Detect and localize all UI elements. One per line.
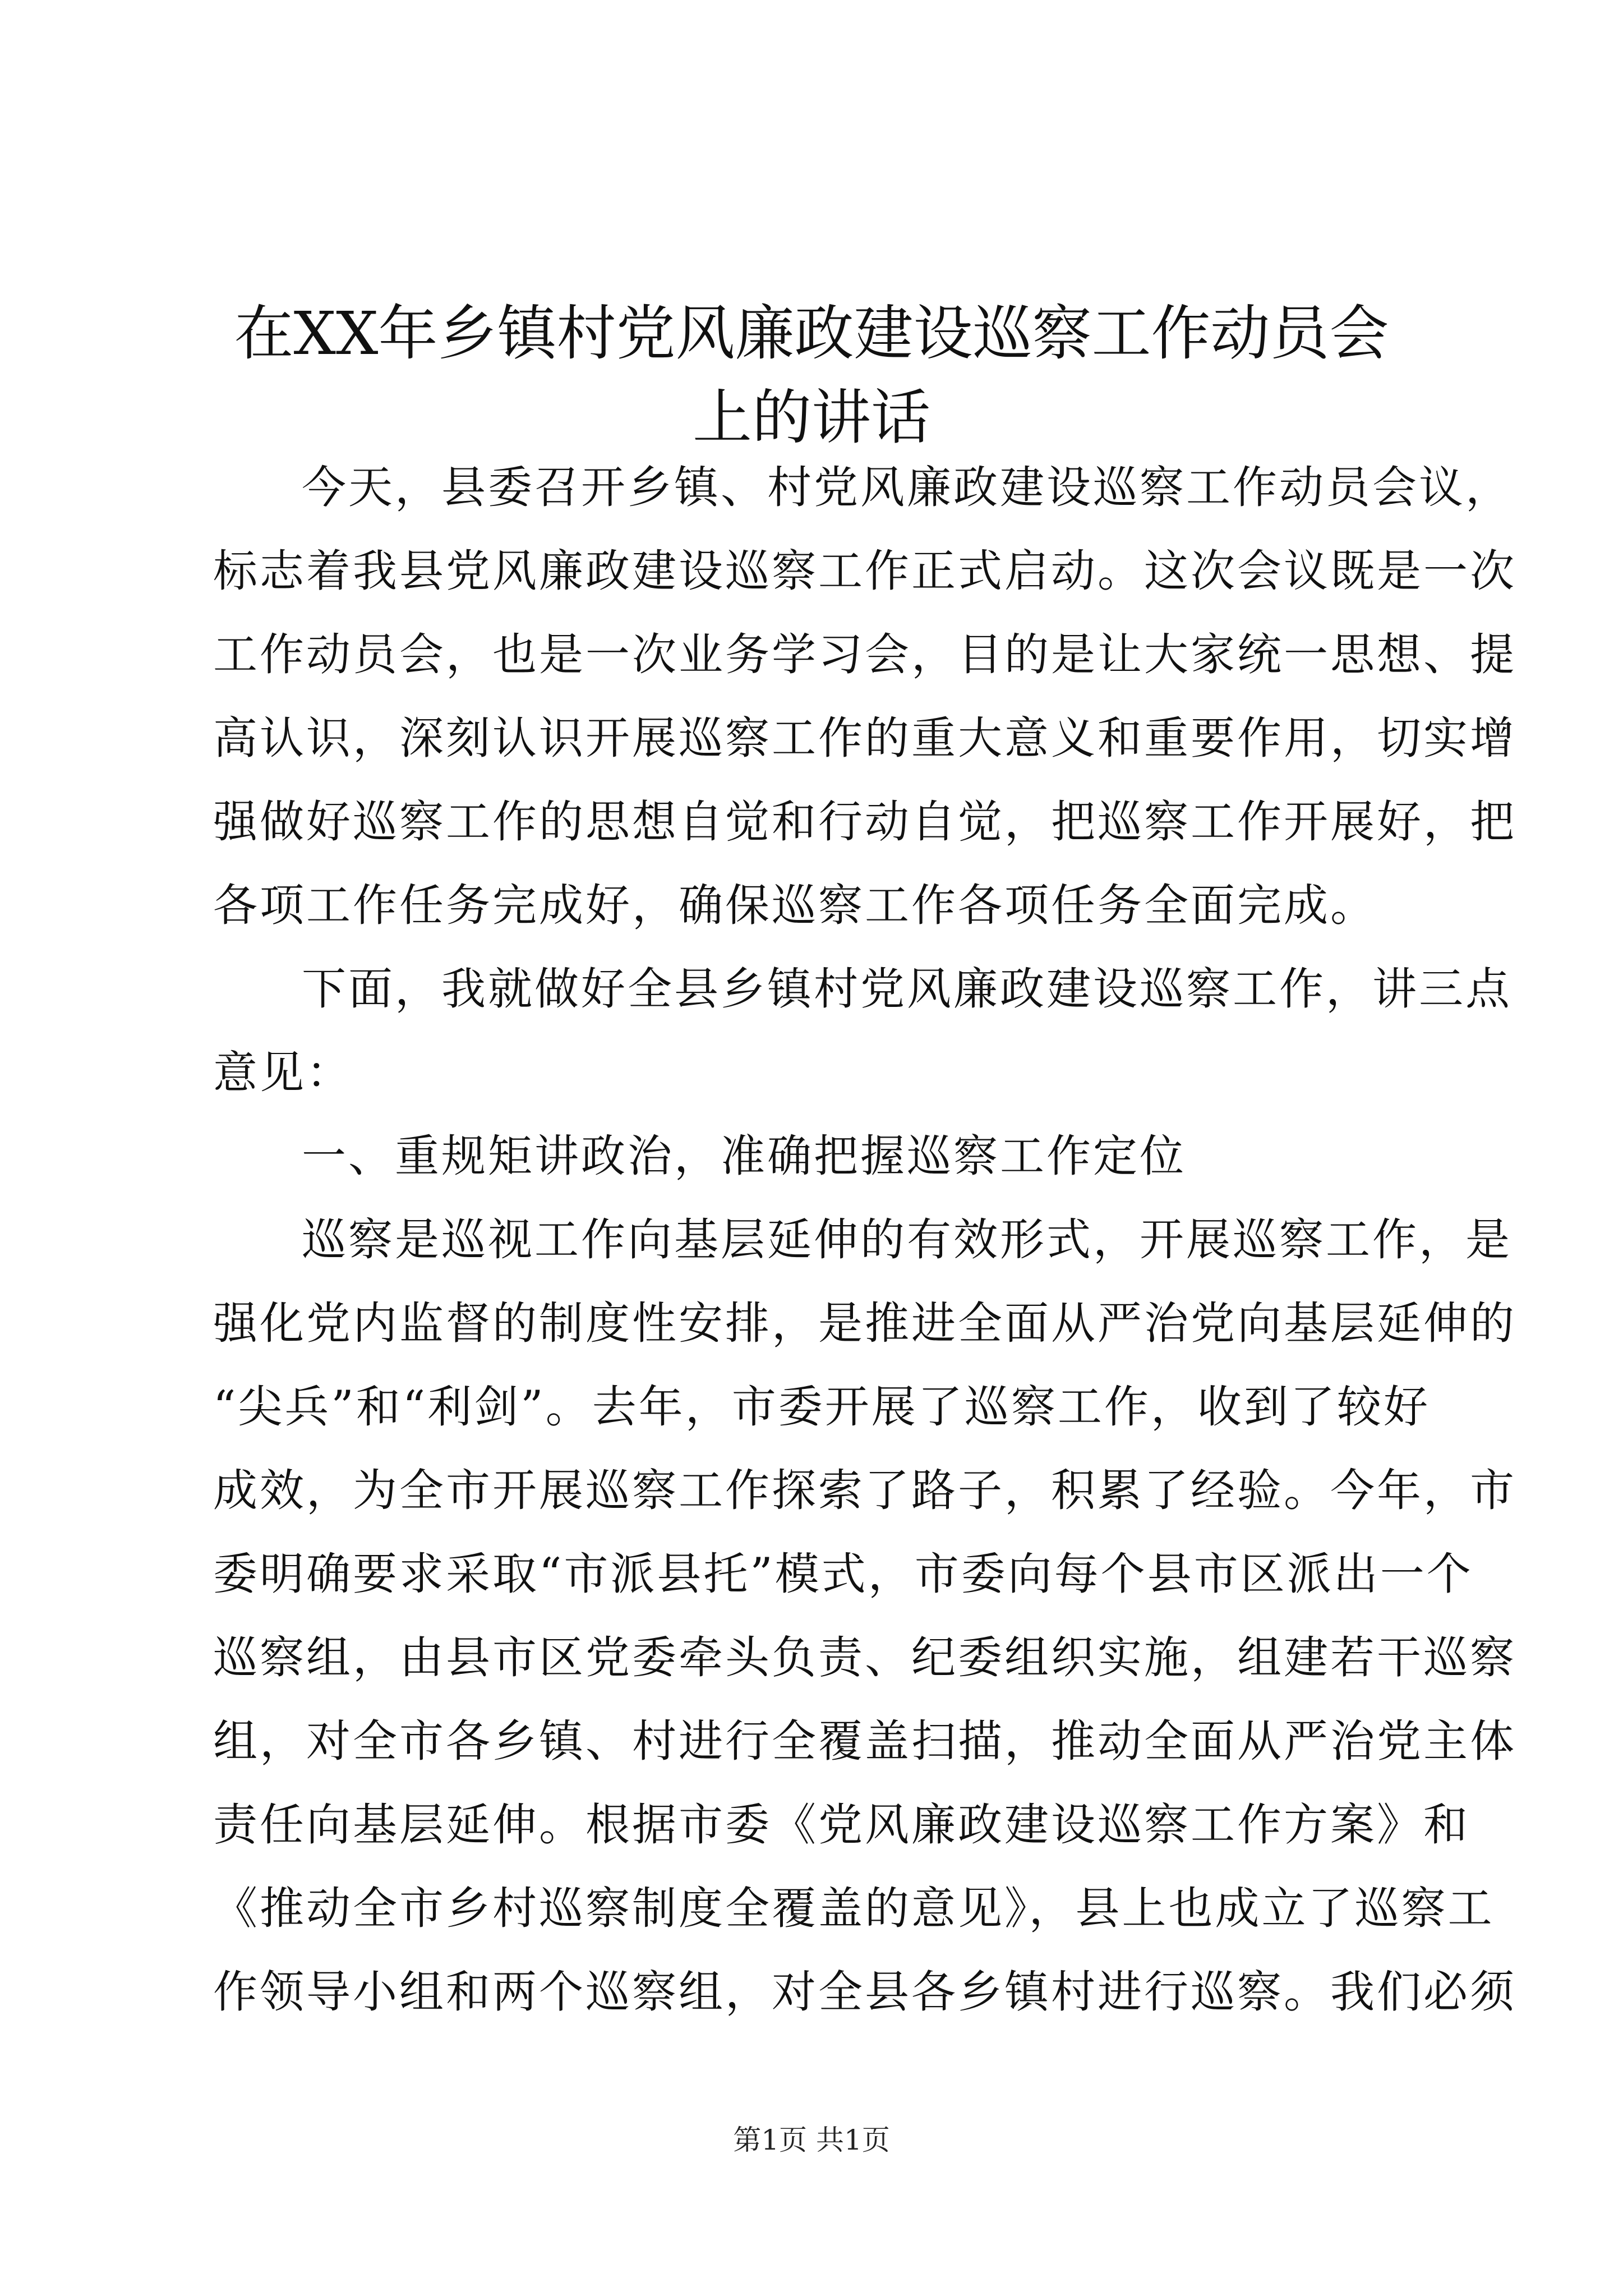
text-line: 责任向基层延伸。根据市委《党风廉政建设巡察工作方案》和 — [213, 1799, 1470, 1851]
text-line: 《推动全市乡村巡察制度全覆盖的意见》，县上也成立了巡察工 — [213, 1883, 1495, 1934]
text-line: “尖兵”和“利剑”。去年，市委开展了巡察工作，收到了较好 — [213, 1381, 1430, 1433]
paragraph-section-1 — [213, 1198, 1516, 2034]
document-body — [213, 446, 1516, 2034]
text-line: 巡察是巡视工作向基层延伸的有效形式，开展巡察工作，是 — [302, 1214, 1512, 1266]
text-line: 高认识，深刻认识开展巡察工作的重大意义和重要作用，切实增 — [213, 712, 1516, 764]
title-line-1: 在XX年乡镇村党风廉政建设巡察工作动员会 — [234, 299, 1389, 368]
text-line: 下面，我就做好全县乡镇村党风廉政建设巡察工作，讲三点 — [302, 963, 1512, 1015]
text-line: 组，对全市各乡镇、村进行全覆盖扫描，推动全面从严治党主体 — [213, 1715, 1516, 1767]
text-line: 巡察组，由县市区党委牵头负责、纪委组织实施，组建若干巡察 — [213, 1632, 1516, 1683]
heading-line: 一、重规矩讲政治，准确把握巡察工作定位 — [302, 1130, 1186, 1182]
section-heading-1 — [213, 1115, 1430, 1198]
page-footer: 第1页 共1页 — [733, 2124, 890, 2156]
text-line: 各项工作任务完成好，确保巡察工作各项任务全面完成。 — [213, 880, 1377, 931]
text-line: 强做好巡察工作的思想自觉和行动自觉，把巡察工作开展好，把 — [213, 796, 1516, 848]
text-line: 标志着我县党风廉政建设巡察工作正式启动。这次会议既是一次 — [213, 545, 1516, 597]
text-line: 作领导小组和两个巡察组，对全县各乡镇村进行巡察。我们必须 — [213, 1966, 1516, 2018]
paragraph-intro — [213, 446, 1516, 947]
title-line-2: 上的讲话 — [693, 383, 930, 452]
text-line: 成效，为全市开展巡察工作探索了路子，积累了经验。今年，市 — [213, 1465, 1516, 1516]
text-line: 意见： — [213, 1047, 353, 1098]
text-line: 今天，县委召开乡镇、村党风廉政建设巡察工作动员会议， — [302, 462, 1512, 513]
text-line: 委明确要求采取“市派县托”模式，市委向每个县市区派出一个 — [213, 1548, 1473, 1600]
document-title — [213, 292, 1410, 460]
text-line: 工作动员会，也是一次业务学习会，目的是让大家统一思想、提 — [213, 629, 1516, 680]
paragraph-outline — [213, 947, 1512, 1115]
text-line: 强化党内监督的制度性安排，是推进全面从严治党向基层延伸的 — [213, 1297, 1516, 1349]
